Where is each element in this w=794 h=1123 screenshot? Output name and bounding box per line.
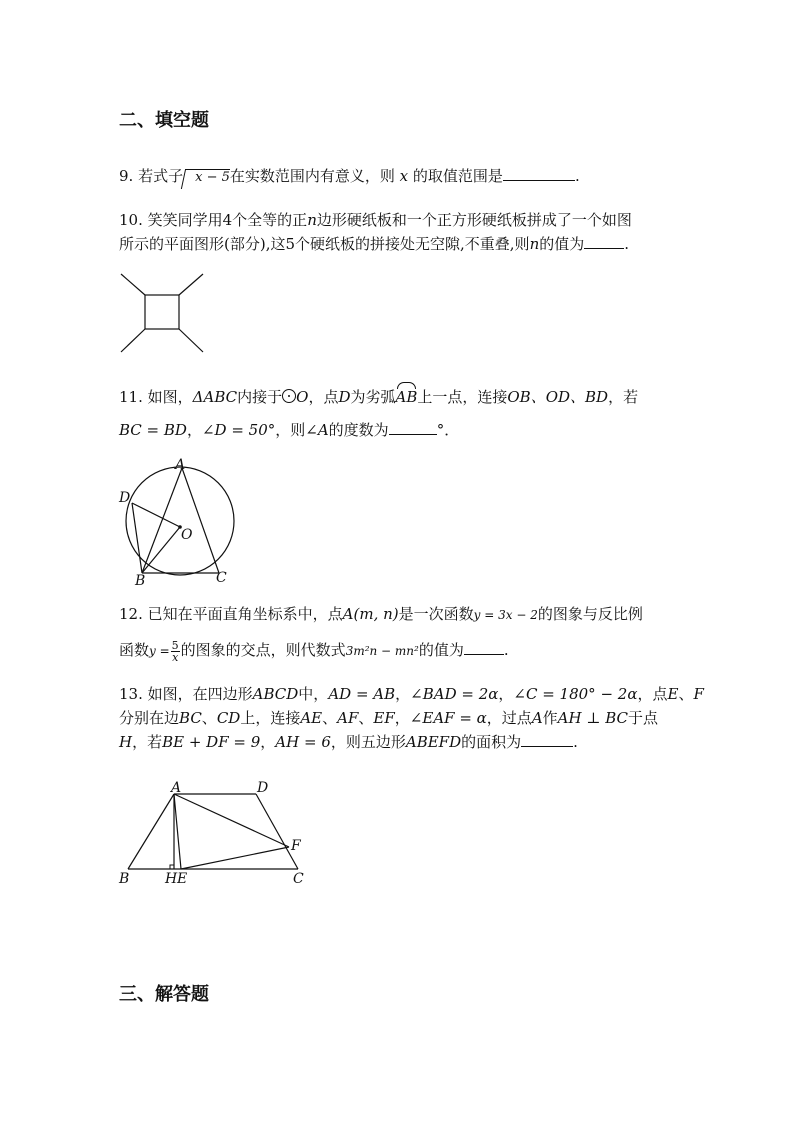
question-number: 13.	[119, 685, 143, 703]
point-label-E: E	[177, 871, 188, 887]
figure-square-with-polygons	[115, 270, 210, 360]
question-number: 11.	[119, 388, 143, 406]
square-root: x − 5	[185, 169, 230, 186]
point-label-D: D	[257, 780, 269, 796]
section-heading-fill-blank: 二、填空题	[119, 110, 209, 131]
question-number: 9.	[119, 167, 134, 185]
question-13-line-1: 13. 如图，在四边形ABCD中，AD = AB，∠BAD = 2α，∠C = 180° − 2α，点E、F	[119, 685, 704, 703]
figure-quadrilateral-abcd	[115, 776, 315, 888]
question-11-line-1: 11. 如图，ΔABC内接于 O，点D为劣弧AB上一点，连接OB、OD、BD，若	[119, 388, 639, 406]
question-10-line-2: 所示的平面图形(部分),这5个硬纸板的拼接处无空隙,不重叠,则n的值为 .	[119, 235, 630, 253]
section-heading-solve: 三、解答题	[119, 984, 209, 1005]
question-13-line-3: H，若BE + DF = 9，AH = 6，则五边形ABEFD的面积为 .	[119, 733, 578, 751]
question-12-line-1: 12. 已知在平面直角坐标系中，点A(m, n)是一次函数y = 3x − 2的图象与反比例	[119, 605, 643, 623]
point-label-O: O	[181, 527, 193, 543]
point-label-F: F	[291, 838, 301, 854]
circle-symbol	[282, 389, 296, 403]
point-label-C: C	[216, 570, 227, 586]
question-12-line-2: 函数y = $\frac{5}{x}$ 的图象的交点，则代数式3m²n − mn²的值为 .	[119, 638, 509, 664]
answer-blank[interactable]	[584, 234, 624, 249]
figure-inscribed-triangle	[115, 455, 245, 590]
question-13-line-2: 分别在边BC、CD上，连接AE、AF、EF，∠EAF = α，过点A作AH ⊥ BC于点	[119, 709, 659, 727]
point-label-B: B	[135, 573, 146, 589]
point-label-A: A	[171, 780, 182, 796]
question-10-line-1: 10. 笑笑同学用4个全等的正n边形硬纸板和一个正方形硬纸板拼成了一个如图	[119, 211, 632, 229]
arc-symbol: AB	[395, 388, 418, 406]
fraction: $\frac{5}{x}$	[171, 638, 179, 664]
point-label-A: A	[175, 457, 186, 473]
question-9: 9. 若式子 x − 5在实数范围内有意义，则 x 的取值范围是 .	[119, 167, 580, 185]
answer-blank[interactable]	[521, 732, 573, 747]
question-number: 12.	[119, 605, 143, 623]
answer-blank[interactable]	[464, 640, 504, 655]
point-label-C: C	[293, 871, 304, 887]
point-label-B: B	[119, 871, 130, 887]
answer-blank[interactable]	[503, 166, 575, 181]
point-label-H: H	[165, 871, 178, 887]
question-11-line-2: BC = BD，∠D = 50°，则∠A的度数为 °．	[119, 421, 460, 439]
answer-blank[interactable]	[389, 420, 437, 435]
question-number: 10.	[119, 211, 143, 229]
point-label-D: D	[119, 490, 131, 506]
